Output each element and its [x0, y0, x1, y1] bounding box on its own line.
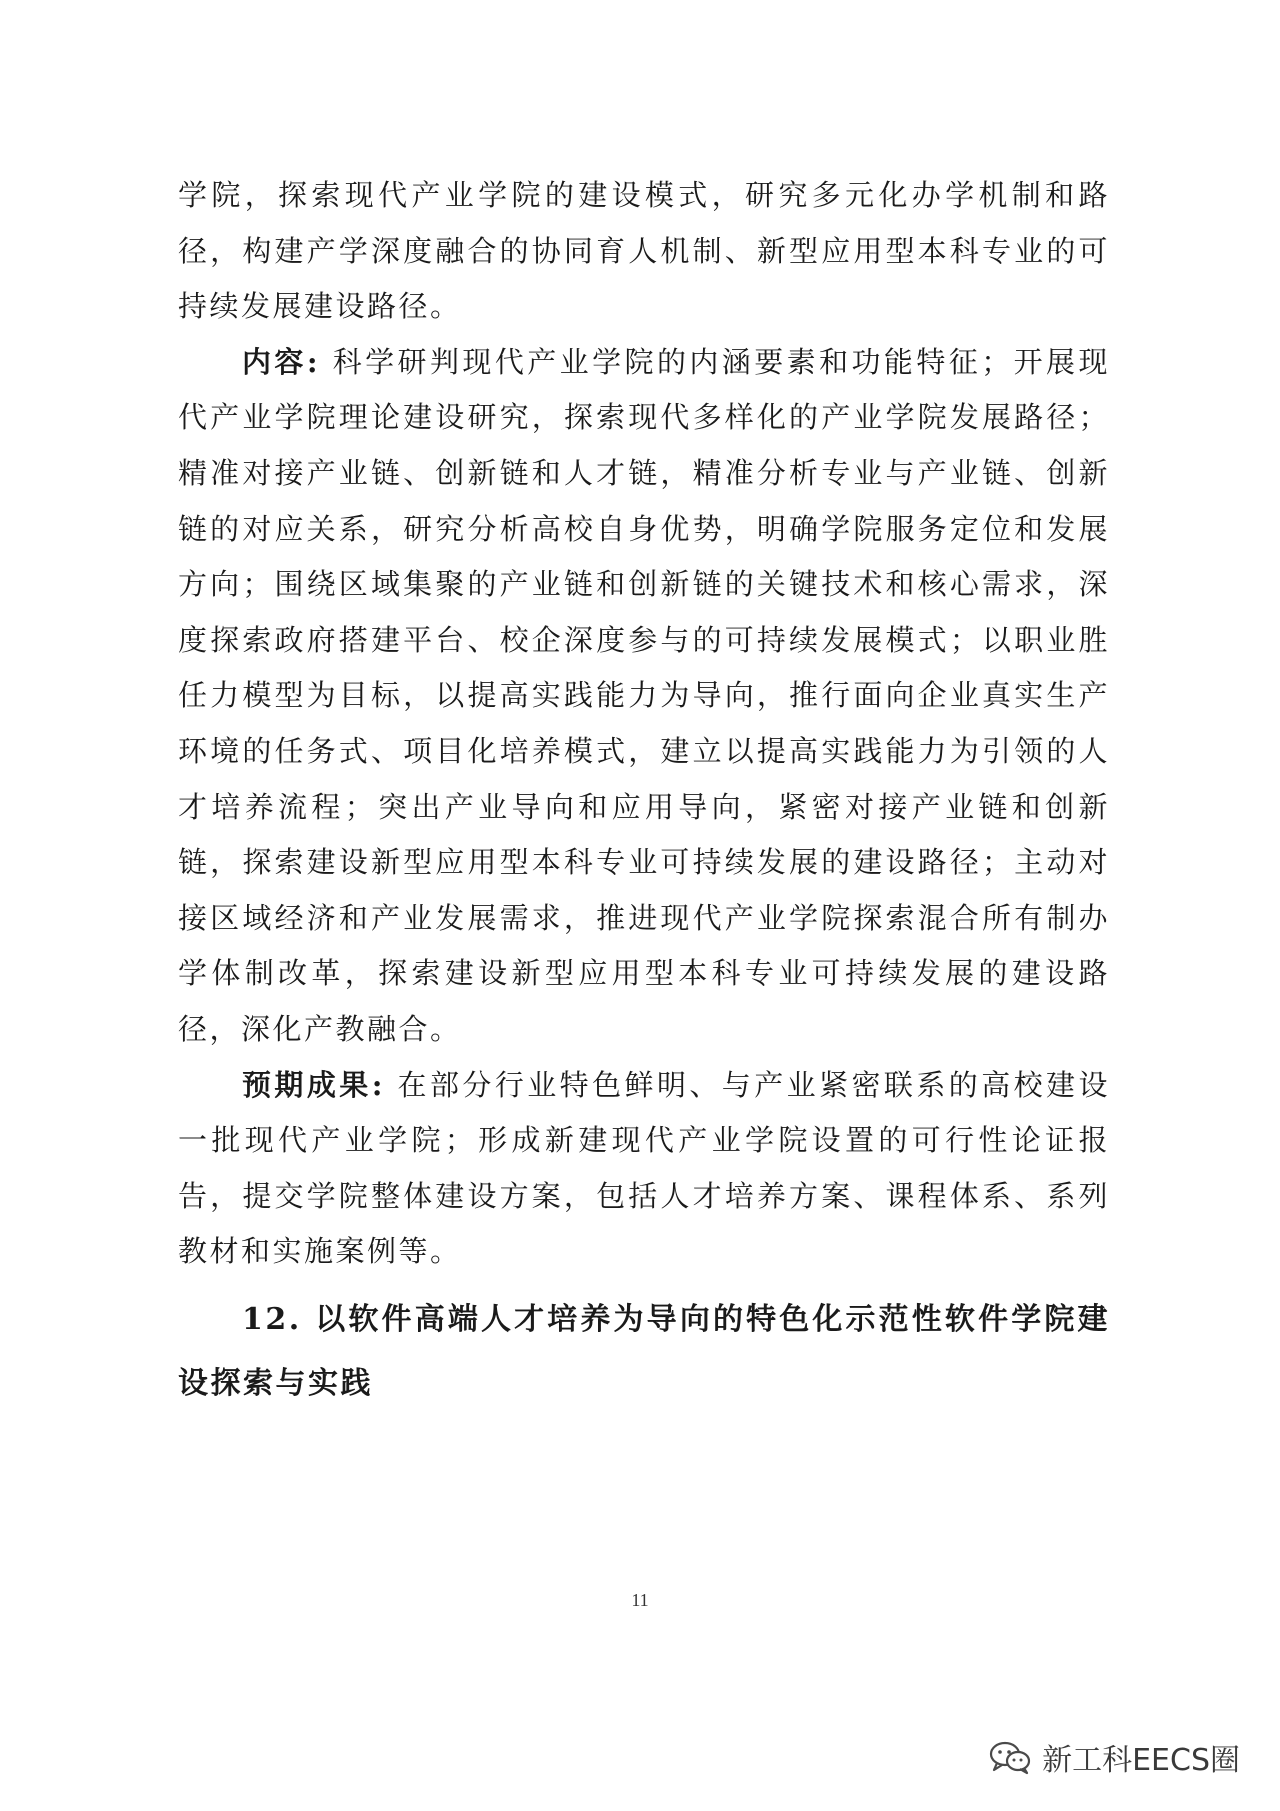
paragraph-content	[178, 335, 1110, 1058]
paragraph-content-text: 科学研判现代产业学院的内涵要素和功能特征；开展现代产业学院理论建设研究，探索现代多样化的产业学院发展路径；精准对接产业链、创新链和人才链，精准分析专业与产业链、创新链的对应关系，研究分析高校自身优势，明确学院服务定位和发展方向；围绕区域集聚的产业链和创新链的关键技术和核心需求，深度探索政府搭建平台、校企深度参与的可持续发展模式；以职业胜任力模型为目标，以提高实践能力为导向，推行面向企业真实生产环境的任务式、项目化培养模式，建立以提高实践能力为引领的人才培养流程；突出产业导向和应用导向，紧密对接产业链和创新链，探索建设新型应用型本科专业可持续发展的建设路径；主动对接区域经济和产业发展需求，推进现代产业学院探索混合所有制办学体制改革，探索建设新型应用型本科专业可持续发展的建设路径，深化产教融合。	[178, 344, 1110, 1046]
paragraph-intro-text: 学院，探索现代产业学院的建设模式，研究多元化办学机制和路径，构建产学深度融合的协同育人机制、新型应用型本科专业的可持续发展建设路径。	[178, 178, 1110, 324]
section-heading: 12. 以软件高端人才培养为导向的特色化示范性软件学院建设探索与实践	[178, 1301, 1110, 1401]
paragraph-expected-results-text: 在部分行业特色鲜明、与产业紧密联系的高校建设一批现代产业学院；形成新建现代产业学院设置的可行性论证报告，提交学院整体建设方案，包括人才培养方案、课程体系、系列教材和实施案例等。	[178, 1067, 1110, 1269]
wechat-icon	[988, 1739, 1032, 1775]
content-lead-label: 内容:	[242, 344, 321, 379]
page-number: 11	[631, 1590, 649, 1610]
document-body	[178, 168, 1110, 1416]
watermark-text: 新工科EECS圈	[1042, 1743, 1240, 1778]
paragraph-intro	[178, 168, 1110, 335]
expected-results-lead-label: 预期成果:	[242, 1067, 385, 1102]
watermark	[988, 1735, 1240, 1779]
paragraph-expected-results	[178, 1058, 1110, 1280]
